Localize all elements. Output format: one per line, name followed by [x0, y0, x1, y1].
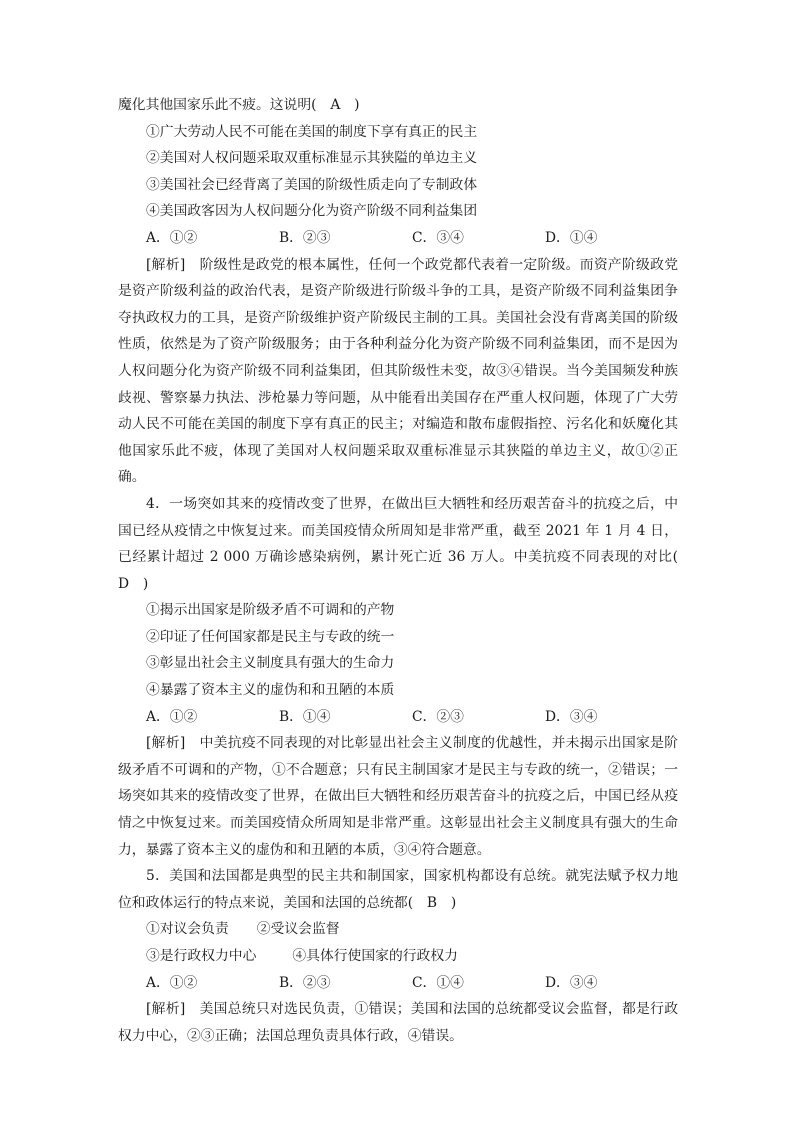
q4-stem: 4．一场突如其来的疫情改变了世界，在做出巨大牺牲和经历艰苦奋斗的抗疫之后，中国已经从疫情之中恢复过来。而美国疫情众所周知是非常严重，截至 2021 年 1 月 4 日，已经累计超过 2 000 万确诊感染病例，累计死亡近 36 万人。中美抗疫不同表现的对比( D ) [118, 495, 692, 592]
q3-options [118, 225, 678, 252]
q4-statement-2: ②印证了任何国家都是民主与专政的统一 [146, 628, 395, 645]
q4-option-d: D．③④ [545, 708, 598, 725]
q5-option-b: B．②③ [279, 974, 331, 991]
q4-statement-3: ③彰显出社会主义制度具有强大的生命力 [146, 655, 395, 672]
q5-option-d: D．③④ [545, 974, 598, 991]
q4-option-a: A．①② [146, 708, 198, 725]
q3-option-b: B．②③ [279, 229, 331, 246]
q3-statement-1: ①广大劳动人民不可能在美国的制度下享有真正的民主 [146, 123, 478, 140]
q3-stem-tail: 魔化其他国家乐此不疲。这说明( A ) [118, 97, 360, 113]
q5-statement-2: ②受议会监督 [256, 921, 340, 938]
q5-statements-row-1 [118, 916, 678, 943]
q4-analysis [118, 730, 678, 863]
q3-analysis-tag: [解析] [146, 256, 186, 273]
q5-options [118, 970, 678, 997]
q3-option-d: D．①④ [545, 229, 598, 246]
q3-analysis-text: 阶级性是政党的根本属性，任何一个政党都代表着一定阶级。而资产阶级政党是资产阶级利益的政治代表，是资产阶级进行阶级斗争的工具，是资产阶级不同利益集团争夺执政权力的工具，是资产阶级维护资产阶级民主制的工具。美国社会没有背离美国的阶级性质，依然是为了资产阶级服务；由于各种利益分化为资产阶级不同利益集团，而不是因为人权问题分化为资产阶级不同利益集团，但其阶级性未变，故③④错误。当今美国频发种族歧视、警察暴力执法、涉枪暴力等问题，从中能看出美国存在严重人权问题，体现了广大劳动人民不可能在美国的制度下享有真正的民主；对编造和散布虚假指控、污名化和妖魔化其他国家乐此不疲，体现了美国对人权问题采取双重标准显示其狭隘的单边主义，故①②正确。 [118, 256, 679, 486]
q3-analysis [118, 252, 678, 491]
q5-stem: 5．美国和法国都是典型的民主共和制国家，国家机构都设有总统。就宪法赋予权力地位和政体运行的特点来说，美国和法国的总统都( B ) [118, 868, 678, 911]
q4-option-c: C．②③ [412, 708, 464, 725]
q4-options [118, 704, 678, 731]
q5-analysis-tag: [解析] [146, 1001, 186, 1018]
q3-statement-2: ②美国对人权问题采取双重标准显示其狭隘的单边主义 [146, 150, 478, 167]
q5-option-a: A．①② [146, 974, 198, 991]
q4-option-b: B．①④ [279, 708, 331, 725]
q3-option-a: A．①② [146, 229, 198, 246]
q5-statement-3: ③是行政权力中心 [146, 948, 257, 964]
q3-option-c: C．③④ [412, 229, 464, 246]
q5-analysis [118, 996, 678, 1049]
q3-statement-3: ③美国社会已经背离了美国的阶级性质走向了专制政体 [146, 176, 478, 193]
q4-statement-1: ①揭示出国家是阶级矛盾不可调和的产物 [146, 602, 395, 619]
document-page [118, 92, 692, 1049]
q5-analysis-text: 美国总统只对选民负责，①错误；美国和法国的总统都受议会监督，都是行政权力中心，②③正确；法国总理负责具体行政，④错误。 [118, 1001, 679, 1044]
q4-analysis-tag: [解析] [146, 735, 186, 752]
q4-analysis-text: 中美抗疫不同表现的对比彰显出社会主义制度的优越性，并未揭示出国家是阶级矛盾不可调和的产物，①不合题意；只有民主制国家才是民主与专政的统一，②错误；一场突如其来的疫情改变了世界，在做出巨大牺牲和经历艰苦奋斗的抗疫之后，中国已经从疫情之中恢复过来。而美国疫情众所周知是非常严重。这彰显出社会主义制度具有强大的生命力，暴露了资本主义的虚伪和和丑陋的本质，③④符合题意。 [118, 735, 679, 858]
q5-statement-4: ④具体行使国家的行政权力 [292, 948, 458, 964]
q3-statement-4: ④美国政客因为人权问题分化为资产阶级不同利益集团 [146, 203, 478, 220]
q5-statements-row-2 [118, 943, 678, 970]
q4-statement-4: ④暴露了资本主义的虚伪和和丑陋的本质 [146, 682, 395, 699]
q5-option-c: C．①④ [412, 974, 464, 991]
q5-statement-1: ①对议会负责 [146, 921, 229, 938]
